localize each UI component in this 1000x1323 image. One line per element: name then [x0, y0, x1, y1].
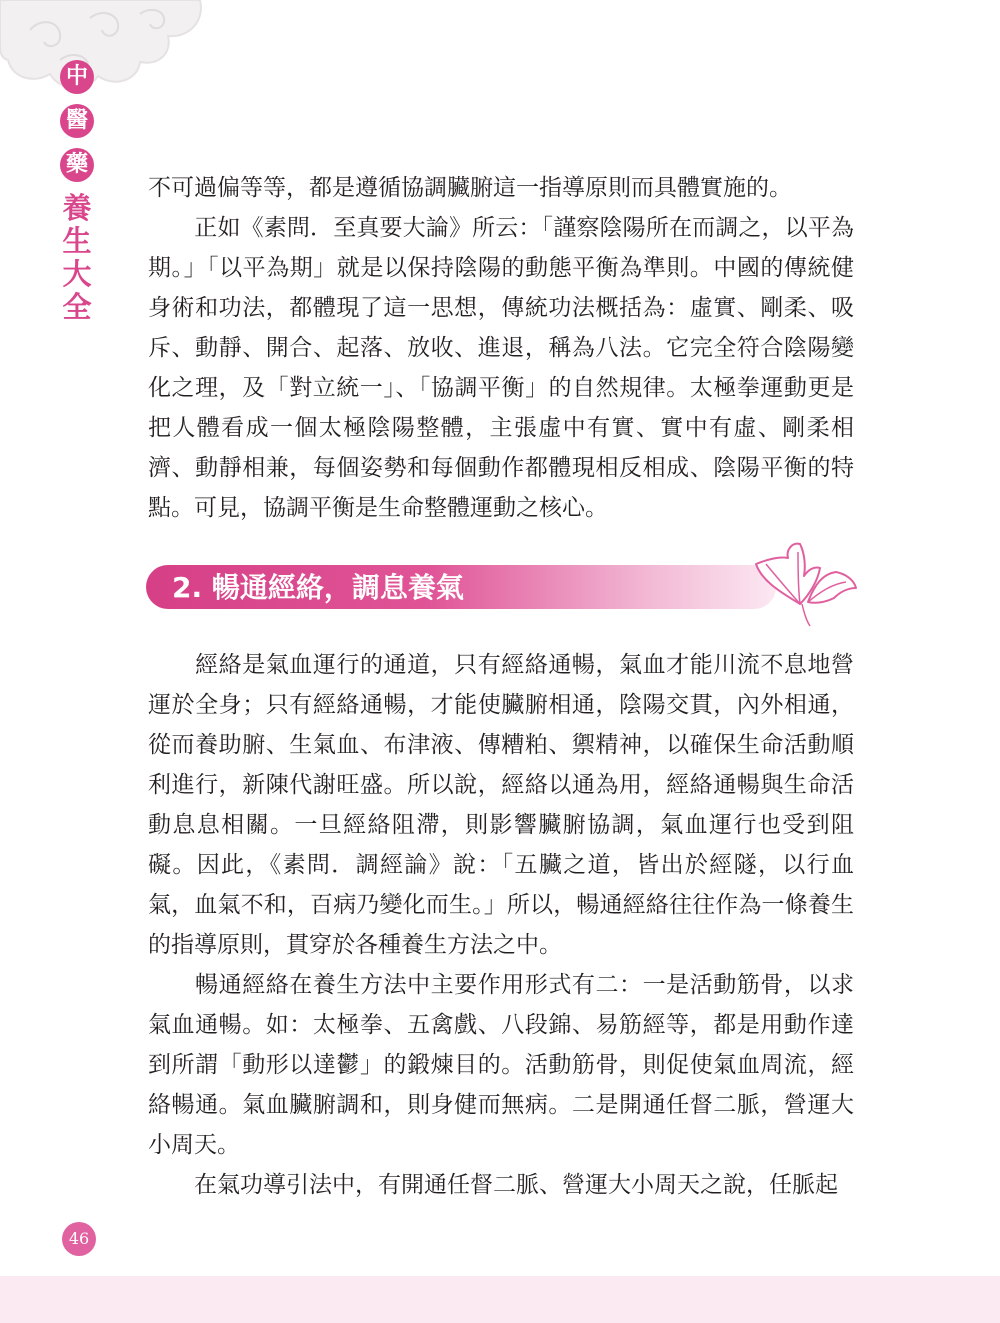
series-vertical-char: 生 [62, 224, 92, 258]
cloud-decoration-icon [0, 0, 210, 95]
series-circled-char: 中 [60, 60, 94, 94]
body-paragraph: 在氣功導引法中，有開通任督二脈、營運大小周天之說，任脈起 [148, 1172, 838, 1198]
series-circled-char: 醫 [60, 104, 94, 138]
series-circled-char: 藥 [60, 148, 94, 182]
body-paragraph: 不可過偏等等，都是遵循協調臟腑這一指導原則而具體實施的。 [148, 175, 792, 201]
series-vertical-char: 大 [62, 257, 92, 291]
page-number: 46 [62, 1222, 96, 1256]
body-paragraph: 正如《素問．至真要大論》所云：「謹察陰陽所在而調之，以平為期。」「以平為期」就是以保持陰陽的動態平衡為準則。中國的傳統健身術和功法，都體現了這一思想，傳統功法概括為：虛實、剛柔、吸斥、動靜、開合、起落、放收、進退，稱為八法。它完全符合陰陽變化之理，及「對立統一」、「協調平衡」的自然規律。太極拳運動更是把人體看成一個太極陰陽整體，主張虛中有實、實中有虛、剛柔相濟、動靜相兼，每個姿勢和每個動作都體現相反相成、陰陽平衡的特點。可見，協調平衡是生命整體運動之核心。 [148, 215, 854, 521]
series-vertical-char: 全 [62, 290, 92, 324]
ginkgo-leaf-icon [748, 530, 863, 630]
section-heading: 2. 暢通經絡，調息養氣 [172, 571, 464, 604]
body-paragraph: 經絡是氣血運行的通道，只有經絡通暢，氣血才能川流不息地營運於全身；只有經絡通暢，才能使臟腑相通，陰陽交貫，內外相通，從而養助腑、生氣血、布津液、傳糟粕、禦精神，以確保生命活動順利進行，新陳代謝旺盛。所以說，經絡以通為用，經絡通暢與生命活動息息相關。一旦經絡阻滯，則影響臟腑協調，氣血運行也受到阻礙。因此，《素問．調經論》說：「五臟之道，皆出於經隧，以行血氣，血氣不和，百病乃變化而生。」所以，暢通經絡往往作為一條養生的指導原則，貫穿於各種養生方法之中。 [148, 652, 854, 958]
body-paragraph: 暢通經絡在養生方法中主要作用形式有二：一是活動筋骨，以求氣血通暢。如：太極拳、五禽戲、八段錦、易筋經等，都是用動作達到所謂「動形以達鬱」的鍛煉目的。活動筋骨，則促使氣血周流，經絡暢通。氣血臟腑調和，則身健而無病。二是開通任督二脈，營運大小周天。 [148, 972, 854, 1158]
series-title-vertical [56, 60, 100, 324]
footer-band [0, 1276, 1000, 1323]
series-vertical-char: 養 [62, 191, 92, 225]
